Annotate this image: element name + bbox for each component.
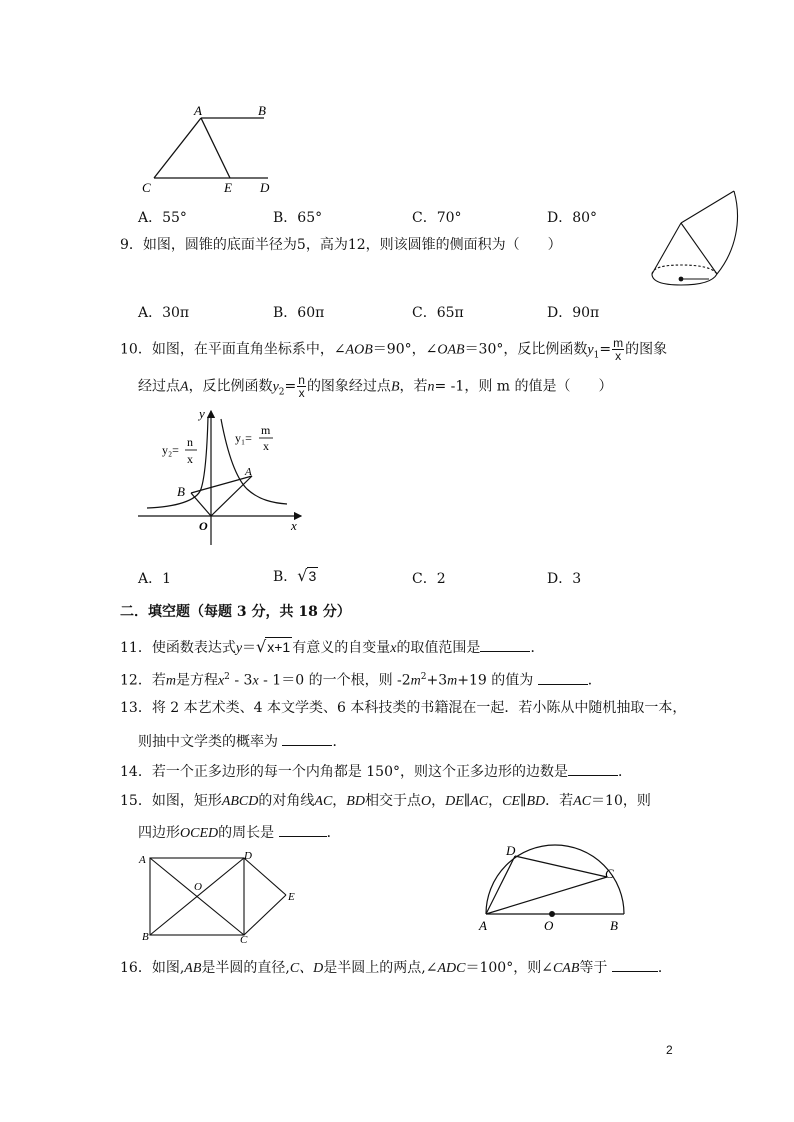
q10-number: 10． bbox=[120, 341, 152, 358]
q15-answer-blank[interactable] bbox=[279, 822, 327, 837]
q16-number: 16． bbox=[120, 960, 152, 976]
q15-text-line2b: 的周长是 bbox=[218, 825, 275, 841]
q15-text-c: ， bbox=[332, 793, 347, 809]
q15-o: O bbox=[420, 794, 432, 809]
q10-option-c: C．2 bbox=[412, 571, 446, 587]
q10-option-d: D．3 bbox=[547, 571, 582, 587]
q10-line1 bbox=[120, 337, 667, 364]
q9-number: 9． bbox=[120, 237, 143, 253]
q16-label-d: D bbox=[506, 843, 516, 858]
q10-fraction-m-x bbox=[612, 337, 624, 362]
q11-text-c: 的取值范围是 bbox=[396, 640, 481, 656]
q10-frac-num-n: n bbox=[298, 373, 305, 387]
q10-n-var: n bbox=[427, 379, 435, 395]
q10-y1: y bbox=[587, 342, 594, 358]
q16-text-e: 等于 bbox=[579, 960, 608, 976]
q8-label-d: D bbox=[260, 180, 270, 195]
q14-end: ． bbox=[618, 764, 632, 780]
q10-frac-den-x2: x bbox=[298, 386, 305, 400]
q15-parallel-2: ∥ bbox=[520, 793, 527, 809]
q16-cd: C、D bbox=[289, 961, 324, 976]
q11-number: 11． bbox=[120, 640, 152, 656]
q15-label-a: A bbox=[139, 854, 146, 866]
q15-label-o: O bbox=[194, 881, 202, 893]
q15-parallel-1: ∥ bbox=[463, 793, 471, 809]
q16-text-a: 如图, bbox=[151, 960, 185, 976]
q12-sup2: 2 bbox=[420, 672, 427, 682]
q9-option-b: B．60π bbox=[273, 305, 325, 321]
q16-label-b: B bbox=[610, 918, 618, 933]
q15-ac3: AC bbox=[573, 794, 592, 809]
section2-heading: 二．填空题（每题 3 分，共 18 分） bbox=[120, 604, 351, 620]
q15-bd: BD bbox=[346, 794, 365, 809]
q10-angle-oab: ∠OAB bbox=[425, 342, 465, 358]
q10-eq-sign: = bbox=[599, 341, 612, 358]
q10-eq2: ＝30°，反比例函数 bbox=[464, 341, 588, 358]
q15-ce: CE bbox=[502, 794, 520, 809]
q10-eq1: ＝90°， bbox=[372, 341, 426, 358]
q10-graph-y2-label: y₂= bbox=[162, 443, 179, 457]
q13-answer-blank[interactable] bbox=[282, 731, 332, 746]
q14-line bbox=[120, 761, 632, 781]
q15-text-b: 的对角线 bbox=[258, 793, 315, 809]
q10-graph-y2-den: x bbox=[187, 452, 193, 466]
q10-graph-point-a: A bbox=[245, 466, 252, 478]
q13-end: ． bbox=[332, 734, 347, 750]
q15-label-c: C bbox=[240, 934, 248, 944]
q15-ac2: AC bbox=[470, 794, 489, 809]
q8-label-a: A bbox=[194, 103, 202, 118]
q12-m3: m bbox=[447, 673, 458, 689]
q10-point-b: B bbox=[390, 379, 400, 395]
q10-graph-y2-num: n bbox=[187, 435, 193, 449]
q10-eq-sign-2: = bbox=[284, 378, 297, 395]
q12-m2: m bbox=[410, 673, 421, 689]
q9-text: 如图，圆锥的底面半径为5，高为12，则该圆锥的侧面积为（ ） bbox=[142, 237, 562, 253]
q12-line bbox=[120, 668, 602, 691]
q15-text-j: ＝10，则 bbox=[591, 793, 651, 809]
q10-tail1: 的图象 bbox=[625, 341, 668, 358]
q15-line2 bbox=[138, 822, 341, 843]
q10-graph-y1-num: m bbox=[261, 423, 271, 437]
q13-text-line2: 则抽中文学类的概率为 bbox=[138, 734, 278, 750]
q15-text-d: 相交于点 bbox=[364, 793, 421, 809]
q15-number: 15． bbox=[120, 793, 152, 809]
q13-number: 13． bbox=[120, 700, 152, 716]
q15-figure bbox=[136, 848, 306, 944]
q16-line bbox=[120, 957, 672, 978]
q15-text-e: ， bbox=[431, 793, 446, 809]
q8-label-b: B bbox=[258, 103, 266, 118]
q10-y2: y bbox=[272, 379, 279, 395]
q10-graph-origin-label: O bbox=[199, 519, 208, 533]
q11-eq: ＝ bbox=[242, 640, 257, 656]
q10-text-line2c: 的图象经过点 bbox=[306, 378, 391, 395]
q15-oced: OCED bbox=[180, 826, 219, 841]
q16-figure bbox=[474, 838, 634, 936]
q16-label-o: O bbox=[544, 918, 554, 933]
q9-stem bbox=[120, 236, 562, 254]
q10-text-line2b: ，反比例函数 bbox=[188, 378, 273, 395]
q10-fraction-n-x bbox=[297, 374, 306, 399]
q11-answer-blank[interactable] bbox=[480, 637, 530, 652]
q16-cab: CAB bbox=[552, 961, 580, 976]
q12-number: 12． bbox=[120, 672, 152, 689]
q10-graph-y-axis-label: y bbox=[199, 406, 205, 421]
q15-line1 bbox=[120, 792, 651, 811]
q10-text-line2d: ，若 bbox=[399, 378, 428, 395]
q8-option-b: B．65° bbox=[273, 210, 323, 226]
q10-angle-aob: ∠AOB bbox=[333, 342, 373, 358]
q12-x: x bbox=[217, 673, 225, 689]
q16-text-d: ＝100°，则∠ bbox=[465, 960, 553, 976]
q16-ab: AB bbox=[184, 961, 202, 976]
q11-y: y bbox=[235, 641, 243, 656]
q10-option-b-radicand: 3 bbox=[308, 568, 317, 584]
q16-text-b: 是半圆的直径, bbox=[201, 960, 290, 976]
q8-label-e: E bbox=[224, 180, 232, 195]
q11-text-a: 使函数表达式 bbox=[151, 640, 236, 656]
q10-graph-y1-label: y₁= bbox=[235, 431, 252, 445]
q16-adc: ADC bbox=[437, 961, 466, 976]
q10-graph-y1-den: x bbox=[263, 439, 269, 453]
q15-bd2: BD bbox=[526, 794, 546, 809]
q15-label-b: B bbox=[142, 931, 149, 943]
q15-ac: AC bbox=[314, 794, 333, 809]
q8-option-d: D．80° bbox=[547, 210, 598, 226]
q10-option-a: A．1 bbox=[138, 571, 172, 587]
q12-text-a: 若 bbox=[151, 672, 166, 689]
q11-text-b: 有意义的自变量 bbox=[292, 640, 391, 656]
q9-cone-figure bbox=[645, 186, 750, 292]
q11-line: 11．使函数表达式y＝√x+1 有意义的自变量x的取值范围是 ． bbox=[120, 637, 545, 656]
q12-text-e: +3 bbox=[426, 672, 448, 689]
q16-answer-blank[interactable] bbox=[612, 957, 658, 972]
q10-frac-den-x: x bbox=[615, 349, 622, 363]
q10-line2 bbox=[138, 374, 613, 401]
q15-label-d: D bbox=[244, 850, 252, 862]
q15-text-a: 如图，矩形 bbox=[151, 793, 222, 809]
q11-x: x bbox=[390, 641, 397, 656]
q15-de: DE bbox=[445, 794, 464, 809]
q12-answer-blank[interactable] bbox=[538, 670, 588, 685]
q8-figure bbox=[138, 100, 288, 198]
q11-radicand: x+1 bbox=[267, 639, 291, 655]
q15-abcd: ABCD bbox=[221, 794, 259, 809]
q13-line1 bbox=[120, 699, 686, 717]
q10-graph bbox=[135, 405, 315, 555]
q14-number: 14． bbox=[120, 764, 152, 780]
q15-end: ． bbox=[326, 825, 341, 841]
q14-text: 若一个正多边形的每一个内角都是 150°，则这个正多边形的边数是 bbox=[151, 764, 568, 780]
q10-frac-num-m: m bbox=[613, 336, 624, 350]
q12-sup: 2 bbox=[224, 672, 230, 682]
q9-option-d: D．90π bbox=[547, 305, 600, 321]
page-number: 2 bbox=[666, 1043, 673, 1057]
q12-text-b: 是方程 bbox=[175, 672, 218, 689]
q8-label-c: C bbox=[142, 180, 151, 195]
q15-text-line2a: 四边形 bbox=[138, 825, 180, 841]
q12-end: ． bbox=[587, 672, 602, 689]
q15-label-e: E bbox=[288, 891, 295, 903]
q10-graph-point-b: B bbox=[177, 484, 185, 499]
q12-text-f: +19 的值为 bbox=[457, 672, 534, 689]
q11-end: ． bbox=[530, 640, 545, 656]
q12-m: m bbox=[165, 673, 176, 689]
q12-text-d: - 1＝0 的一个根，则 -2 bbox=[258, 672, 411, 689]
q10-text-a: 如图，在平面直角坐标系中， bbox=[151, 341, 334, 358]
q9-option-c: C．65π bbox=[412, 305, 464, 321]
q16-label-a: A bbox=[479, 918, 487, 933]
q16-label-c: C bbox=[605, 866, 614, 881]
q10-graph-x-axis-label: x bbox=[291, 518, 297, 533]
q12-x2: x bbox=[252, 673, 259, 689]
q12-text-c: - 3 bbox=[229, 672, 253, 689]
q8-option-c: C．70° bbox=[412, 210, 462, 226]
q10-text-line2e: = -1，则 m 的值是（ ） bbox=[434, 378, 613, 395]
q10-y2-sub: 2 bbox=[278, 387, 285, 398]
q13-text-line1: 将 2 本艺术类、4 本文学类、6 本科技类的书籍混在一起．若小陈从中随机抽取一本， bbox=[151, 700, 687, 716]
q10-point-a: A bbox=[180, 379, 189, 395]
q15-text-i: ．若 bbox=[545, 793, 574, 809]
q9-option-a: A．30π bbox=[138, 305, 190, 321]
q10-text-line2a: 经过点 bbox=[138, 378, 180, 395]
q16-end: ． bbox=[657, 960, 672, 976]
q14-answer-blank[interactable] bbox=[568, 761, 618, 776]
q15-text-g: ， bbox=[488, 793, 503, 809]
q10-y1-sub: 1 bbox=[593, 350, 600, 361]
q16-text-c: 是半圆上的两点,∠ bbox=[323, 960, 438, 976]
q8-option-a: A．55° bbox=[138, 210, 187, 226]
q13-line2 bbox=[138, 731, 346, 751]
q10-option-b-label: B． bbox=[273, 569, 298, 585]
q10-option-b: B．√3 bbox=[273, 566, 317, 585]
